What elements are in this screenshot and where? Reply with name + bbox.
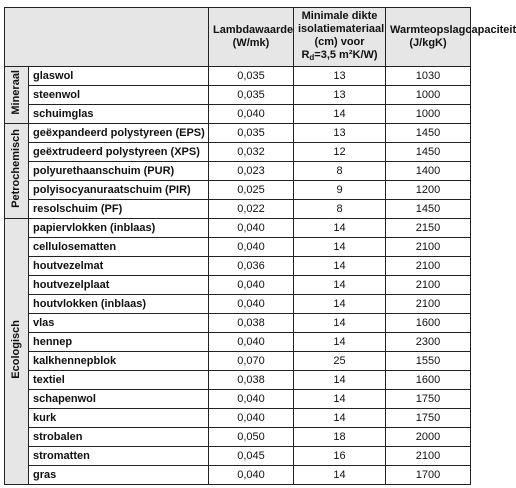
lambda-cell: 0,070	[209, 352, 294, 371]
table-row	[5, 276, 471, 295]
table-row	[5, 409, 471, 428]
table-row	[5, 219, 471, 238]
material-name-cell: kalkhennepblok	[29, 352, 209, 371]
lambda-cell: 0,045	[209, 447, 294, 466]
thickness-cell: 14	[294, 409, 386, 428]
heat-capacity-cell: 1600	[386, 314, 471, 333]
material-name-cell: stromatten	[29, 447, 209, 466]
material-name-cell: steenwol	[29, 86, 209, 105]
thickness-cell: 13	[294, 124, 386, 143]
thickness-cell: 14	[294, 276, 386, 295]
lambda-cell: 0,038	[209, 371, 294, 390]
table-row	[5, 371, 471, 390]
heat-capacity-cell: 2100	[386, 447, 471, 466]
lambda-cell: 0,040	[209, 333, 294, 352]
lambda-cell: 0,040	[209, 105, 294, 124]
heat-capacity-cell: 2100	[386, 238, 471, 257]
category-cell	[5, 67, 29, 124]
header-thickness-subscript: d	[309, 53, 315, 62]
header-thickness-unit: =3,5 m²K/W)	[314, 49, 378, 61]
material-name-cell: cellulosematten	[29, 238, 209, 257]
lambda-cell: 0,040	[209, 219, 294, 238]
material-name-cell: houtvlokken (inblaas)	[29, 295, 209, 314]
heat-capacity-cell: 2300	[386, 333, 471, 352]
thickness-cell: 14	[294, 314, 386, 333]
thickness-cell: 14	[294, 371, 386, 390]
heat-capacity-cell: 2100	[386, 257, 471, 276]
lambda-cell: 0,035	[209, 124, 294, 143]
header-row	[5, 8, 471, 67]
lambda-cell: 0,040	[209, 466, 294, 485]
header-lambda: Lambdawaarde (W/mk)	[209, 8, 294, 67]
header-heat-capacity: Warmteopslagcapaciteit (J/kgK)	[386, 8, 471, 67]
thickness-cell: 12	[294, 143, 386, 162]
material-name-cell: gras	[29, 466, 209, 485]
category-label: Petrochemisch	[10, 129, 22, 208]
thickness-cell: 14	[294, 238, 386, 257]
heat-capacity-cell: 1750	[386, 409, 471, 428]
thickness-cell: 14	[294, 105, 386, 124]
table-row	[5, 314, 471, 333]
thickness-cell: 8	[294, 162, 386, 181]
table-row	[5, 86, 471, 105]
table-row	[5, 143, 471, 162]
heat-capacity-cell: 2100	[386, 276, 471, 295]
header-blank	[5, 8, 209, 67]
material-name-cell: glaswol	[29, 67, 209, 86]
material-name-cell: textiel	[29, 371, 209, 390]
thickness-cell: 14	[294, 333, 386, 352]
material-name-cell: schapenwol	[29, 390, 209, 409]
material-name-cell: hennep	[29, 333, 209, 352]
thickness-cell: 13	[294, 67, 386, 86]
category-cell	[5, 219, 29, 485]
lambda-cell: 0,038	[209, 314, 294, 333]
heat-capacity-cell: 2150	[386, 219, 471, 238]
heat-capacity-cell: 1450	[386, 143, 471, 162]
thickness-cell: 13	[294, 86, 386, 105]
lambda-cell: 0,050	[209, 428, 294, 447]
table-body	[5, 67, 471, 485]
table-row	[5, 352, 471, 371]
header-thickness	[294, 8, 386, 67]
table-row	[5, 200, 471, 219]
lambda-cell: 0,032	[209, 143, 294, 162]
material-name-cell: kurk	[29, 409, 209, 428]
table-row	[5, 466, 471, 485]
table-row	[5, 181, 471, 200]
table-row	[5, 333, 471, 352]
table-row	[5, 428, 471, 447]
material-name-cell: schuimglas	[29, 105, 209, 124]
thickness-cell: 14	[294, 390, 386, 409]
thickness-cell: 14	[294, 219, 386, 238]
table-row	[5, 295, 471, 314]
category-label: Ecologisch	[10, 319, 22, 379]
material-name-cell: vlas	[29, 314, 209, 333]
lambda-cell: 0,040	[209, 295, 294, 314]
heat-capacity-cell: 1450	[386, 200, 471, 219]
category-label: Mineraal	[10, 70, 22, 115]
heat-capacity-cell: 1000	[386, 86, 471, 105]
thickness-cell: 14	[294, 295, 386, 314]
material-name-cell: resolschuim (PF)	[29, 200, 209, 219]
heat-capacity-cell: 1700	[386, 466, 471, 485]
category-cell	[5, 124, 29, 219]
material-name-cell: houtvezelplaat	[29, 276, 209, 295]
material-name-cell: polyurethaanschuim (PUR)	[29, 162, 209, 181]
lambda-cell: 0,023	[209, 162, 294, 181]
heat-capacity-cell: 1600	[386, 371, 471, 390]
header-thickness-text: Minimale dikte isolatiemateriaal (cm) voor R	[298, 10, 385, 61]
heat-capacity-cell: 1000	[386, 105, 471, 124]
table-row	[5, 257, 471, 276]
table-row	[5, 124, 471, 143]
heat-capacity-cell: 1030	[386, 67, 471, 86]
thickness-cell: 25	[294, 352, 386, 371]
lambda-cell: 0,022	[209, 200, 294, 219]
table-row	[5, 238, 471, 257]
thickness-cell: 14	[294, 257, 386, 276]
material-name-cell: papiervlokken (inblaas)	[29, 219, 209, 238]
lambda-cell: 0,040	[209, 276, 294, 295]
heat-capacity-cell: 2000	[386, 428, 471, 447]
thickness-cell: 18	[294, 428, 386, 447]
thickness-cell: 16	[294, 447, 386, 466]
heat-capacity-cell: 1450	[386, 124, 471, 143]
thickness-cell: 9	[294, 181, 386, 200]
lambda-cell: 0,040	[209, 238, 294, 257]
heat-capacity-cell: 2100	[386, 295, 471, 314]
lambda-cell: 0,040	[209, 409, 294, 428]
thickness-cell: 8	[294, 200, 386, 219]
lambda-cell: 0,025	[209, 181, 294, 200]
material-name-cell: polyisocyanuraatschuim (PIR)	[29, 181, 209, 200]
thickness-cell: 14	[294, 466, 386, 485]
lambda-cell: 0,036	[209, 257, 294, 276]
heat-capacity-cell: 1400	[386, 162, 471, 181]
table-row	[5, 447, 471, 466]
table-row	[5, 162, 471, 181]
table-row	[5, 390, 471, 409]
material-name-cell: geëxtrudeerd polystyreen (XPS)	[29, 143, 209, 162]
lambda-cell: 0,035	[209, 67, 294, 86]
table-row	[5, 105, 471, 124]
insulation-table	[4, 7, 516, 485]
material-name-cell: strobalen	[29, 428, 209, 447]
heat-capacity-cell: 1550	[386, 352, 471, 371]
material-name-cell: houtvezelmat	[29, 257, 209, 276]
table-row	[5, 67, 471, 86]
lambda-cell: 0,040	[209, 390, 294, 409]
material-name-cell: geëxpandeerd polystyreen (EPS)	[29, 124, 209, 143]
lambda-cell: 0,035	[209, 86, 294, 105]
heat-capacity-cell: 1750	[386, 390, 471, 409]
heat-capacity-cell: 1200	[386, 181, 471, 200]
